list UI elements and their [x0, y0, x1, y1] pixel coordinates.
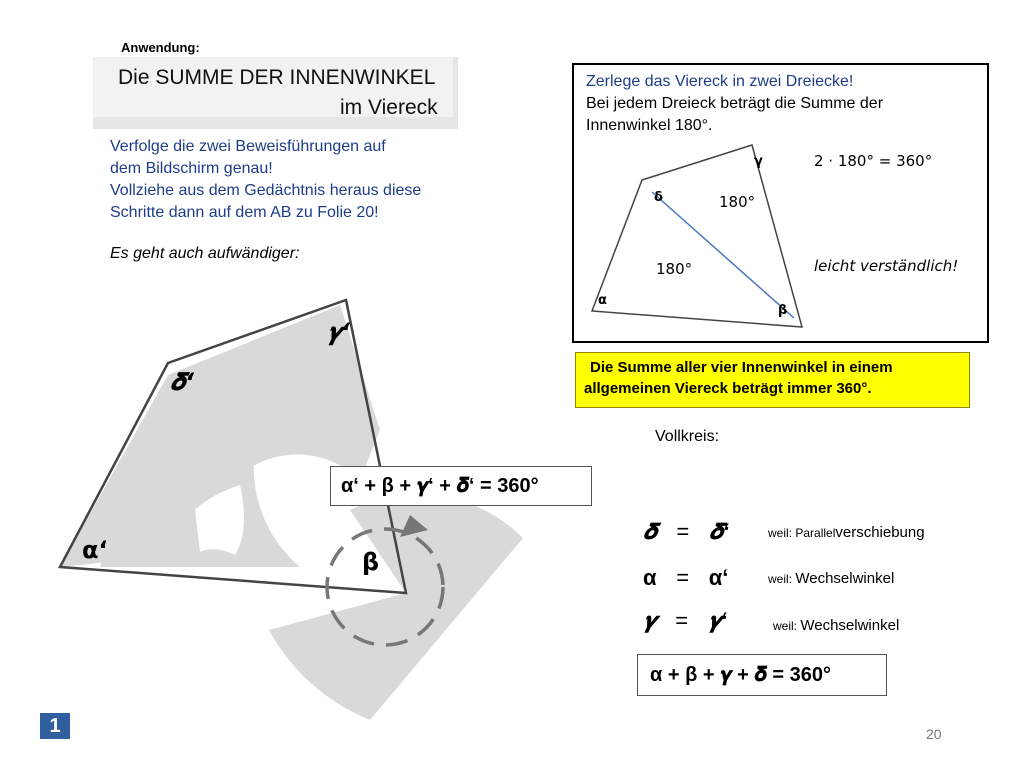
- quadrilateral-figure: [40, 290, 580, 730]
- page-subtitle: im Viereck: [340, 96, 438, 119]
- summary-box: Die Summe aller vier Innenwinkel in einem allgemeinen Viereck beträgt immer 360°.: [575, 352, 970, 408]
- alpha-label: α: [598, 293, 607, 308]
- angle-bottom-label: 180°: [656, 260, 693, 278]
- delta-label: δ: [654, 190, 663, 205]
- section-label: Anwendung:: [121, 40, 200, 55]
- small-quadrilateral: [592, 145, 802, 327]
- reason-gamma: weil: Wechselwinkel: [773, 617, 900, 634]
- calc-label: 2 · 180° = 360°: [814, 152, 933, 170]
- reason-delta: weil: Parallelverschiebung: [768, 524, 925, 541]
- angle-top-label: 180°: [719, 193, 756, 211]
- page-number: 20: [926, 726, 942, 742]
- gamma-prime-label: 𝜸‘: [327, 318, 350, 346]
- sum-formula-box: [330, 466, 592, 506]
- page-title: Die SUMME DER INNENWINKEL: [118, 66, 436, 89]
- slide-badge[interactable]: 1: [40, 713, 70, 739]
- note-label: leicht verständlich!: [814, 257, 959, 275]
- proof1-text: Zerlege das Viereck in zwei Dreiecke! Bei jedem Dreieck beträgt die Summe der Innenwinkel 180°.: [586, 73, 884, 134]
- alternative-note: Es geht auch aufwändiger:: [110, 245, 300, 262]
- equation-delta: 𝜹 = 𝜹‘: [643, 519, 729, 544]
- beta-sector: [350, 494, 523, 593]
- equation-alpha: α = α‘: [643, 565, 729, 590]
- final-formula-box: [637, 654, 887, 696]
- full-circle-label: Vollkreis:: [655, 428, 720, 445]
- final-formula: α + β + 𝜸 + 𝜹 = 360°: [650, 664, 831, 686]
- reason-alpha: weil: Wechselwinkel: [768, 570, 895, 587]
- equation-gamma: 𝜸 = 𝜸‘: [643, 608, 727, 633]
- alpha-prime-label: α‘: [82, 536, 108, 564]
- sum-formula: α‘ + β + 𝜸‘ + 𝜹‘ = 360°: [341, 475, 539, 497]
- proof1-figure: [582, 140, 982, 335]
- beta-label: β: [362, 548, 380, 576]
- gamma-label: γ: [754, 154, 763, 169]
- instructions: Verfolge die zwei Beweisführungen auf dem Bildschirm genau! Vollziehe aus dem Gedächtnis heraus diese Schritte dann auf dem AB zu Folie 20!: [110, 138, 422, 221]
- delta-prime-label: 𝜹‘: [170, 368, 195, 396]
- beta-label: β: [778, 303, 788, 318]
